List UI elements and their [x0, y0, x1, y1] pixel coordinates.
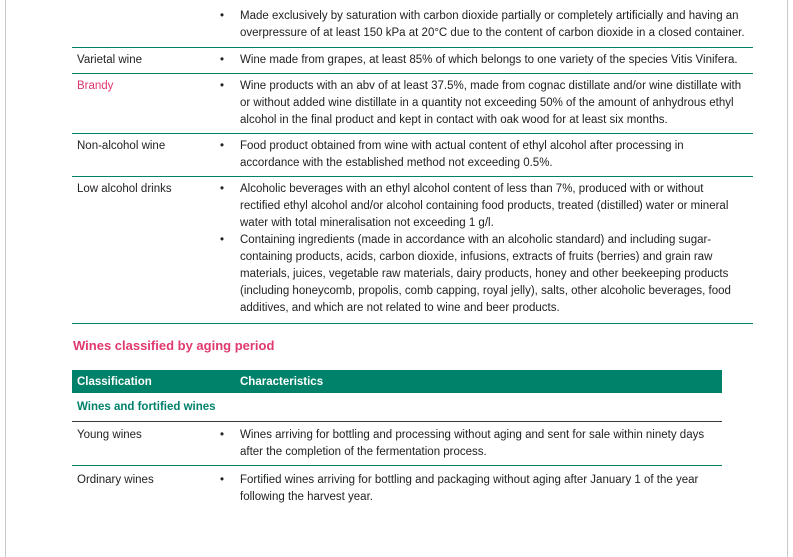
bullet-item — [217, 52, 753, 69]
table-row-ordinary-wines — [72, 465, 722, 512]
bullet-icon: • — [220, 54, 225, 66]
row-label: Varietal wine — [77, 54, 142, 66]
bullet-icon: • — [220, 234, 225, 246]
table-row-sparkling-continued — [72, 0, 753, 47]
bullet-item — [217, 138, 753, 172]
bullet-item — [217, 472, 722, 506]
row-characteristics — [217, 8, 753, 42]
row-label: Brandy — [77, 80, 114, 92]
row-label — [72, 8, 217, 42]
page-left-border — [5, 0, 6, 557]
bullet-text: Wine products with an abv of at least 37.5%, made from cognac distillate and/or wine distillate with or without added wine distillate in a quantity not exceeding 50% of the amount of anhydrous ethyl alcohol in the final product and kept in contact with oak wood for at least six months. — [240, 80, 742, 126]
bullet-icon: • — [220, 183, 225, 195]
bullet-item — [217, 8, 753, 42]
bullet-item — [217, 78, 753, 129]
row-characteristics — [217, 472, 722, 506]
table-row-varietal-wine — [72, 47, 753, 73]
table-row-brandy — [72, 73, 753, 133]
bullet-item — [217, 232, 753, 317]
table-row-young-wines — [72, 422, 722, 465]
bullet-text: Made exclusively by saturation with carbon dioxide partially or completely artificially and having an overpressure of at least 150 kPa at 20°C due to the content of carbon dioxide in a closed container. — [240, 10, 745, 39]
table-header-row — [72, 370, 722, 393]
row-characteristics — [217, 138, 753, 172]
bullet-text: Wines arriving for bottling and processing without aging and sent for sale within ninety days after the completion of the fermentation process. — [240, 429, 705, 458]
bullet-icon: • — [220, 140, 225, 152]
row-label: Non-alcohol wine — [77, 140, 166, 152]
table-row-non-alcohol-wine — [72, 133, 753, 176]
bullet-text: Alcoholic beverages with an ethyl alcohol content of less than 7%, produced with or without rectified ethyl alcohol and/or alcohol containing food products, treated (distilled) water or mineral water with total mineralisation not exceeding 1 g/l. — [240, 183, 729, 229]
row-label: Ordinary wines — [77, 474, 154, 486]
group-header-wines-and-fortified-wines: Wines and fortified wines — [72, 393, 722, 422]
table-row-low-alcohol-drinks — [72, 176, 753, 323]
bullet-text: Fortified wines arriving for bottling and packaging without aging after January 1 of the year following the harvest year. — [240, 474, 699, 503]
row-label: Low alcohol drinks — [77, 183, 172, 195]
page-content — [72, 0, 753, 512]
page-right-border — [787, 0, 788, 557]
bullet-item — [217, 427, 722, 461]
header-cell-classification: Classification — [77, 375, 152, 388]
bullet-item — [217, 181, 753, 232]
row-characteristics — [217, 52, 753, 69]
section-heading-aging-period: Wines classified by aging period — [73, 338, 275, 353]
header-cell-characteristics: Characteristics — [240, 375, 324, 388]
aging-period-table — [72, 370, 722, 512]
bullet-text: Food product obtained from wine with actual content of ethyl alcohol after processing in accordance with the established method not exceeding 0.5%. — [240, 140, 684, 169]
bullet-icon: • — [220, 429, 225, 441]
bullet-text: Containing ingredients (made in accordance with an alcoholic standard) and including sugar-containing products, acids, carbon dioxide, infusions, extracts of fruits (berries) and grain raw materials, juices, vegetable raw materials, dairy products, honey and other beekeeping products (including honeycomb, propolis, comb capping, royal jelly), salts, other alcoholic beverages, food additives, and which are not related to wine and beer products. — [240, 234, 731, 314]
row-characteristics — [217, 427, 722, 461]
bullet-text: Wine made from grapes, at least 85% of which belongs to one variety of the species Vitis Vinifera. — [240, 54, 738, 66]
bullet-icon: • — [220, 10, 225, 22]
wine-definitions-table — [72, 0, 753, 324]
row-characteristics — [217, 78, 753, 129]
row-characteristics — [217, 181, 753, 317]
bullet-icon: • — [220, 80, 225, 92]
row-label: Young wines — [77, 429, 142, 441]
bullet-icon: • — [220, 474, 225, 486]
